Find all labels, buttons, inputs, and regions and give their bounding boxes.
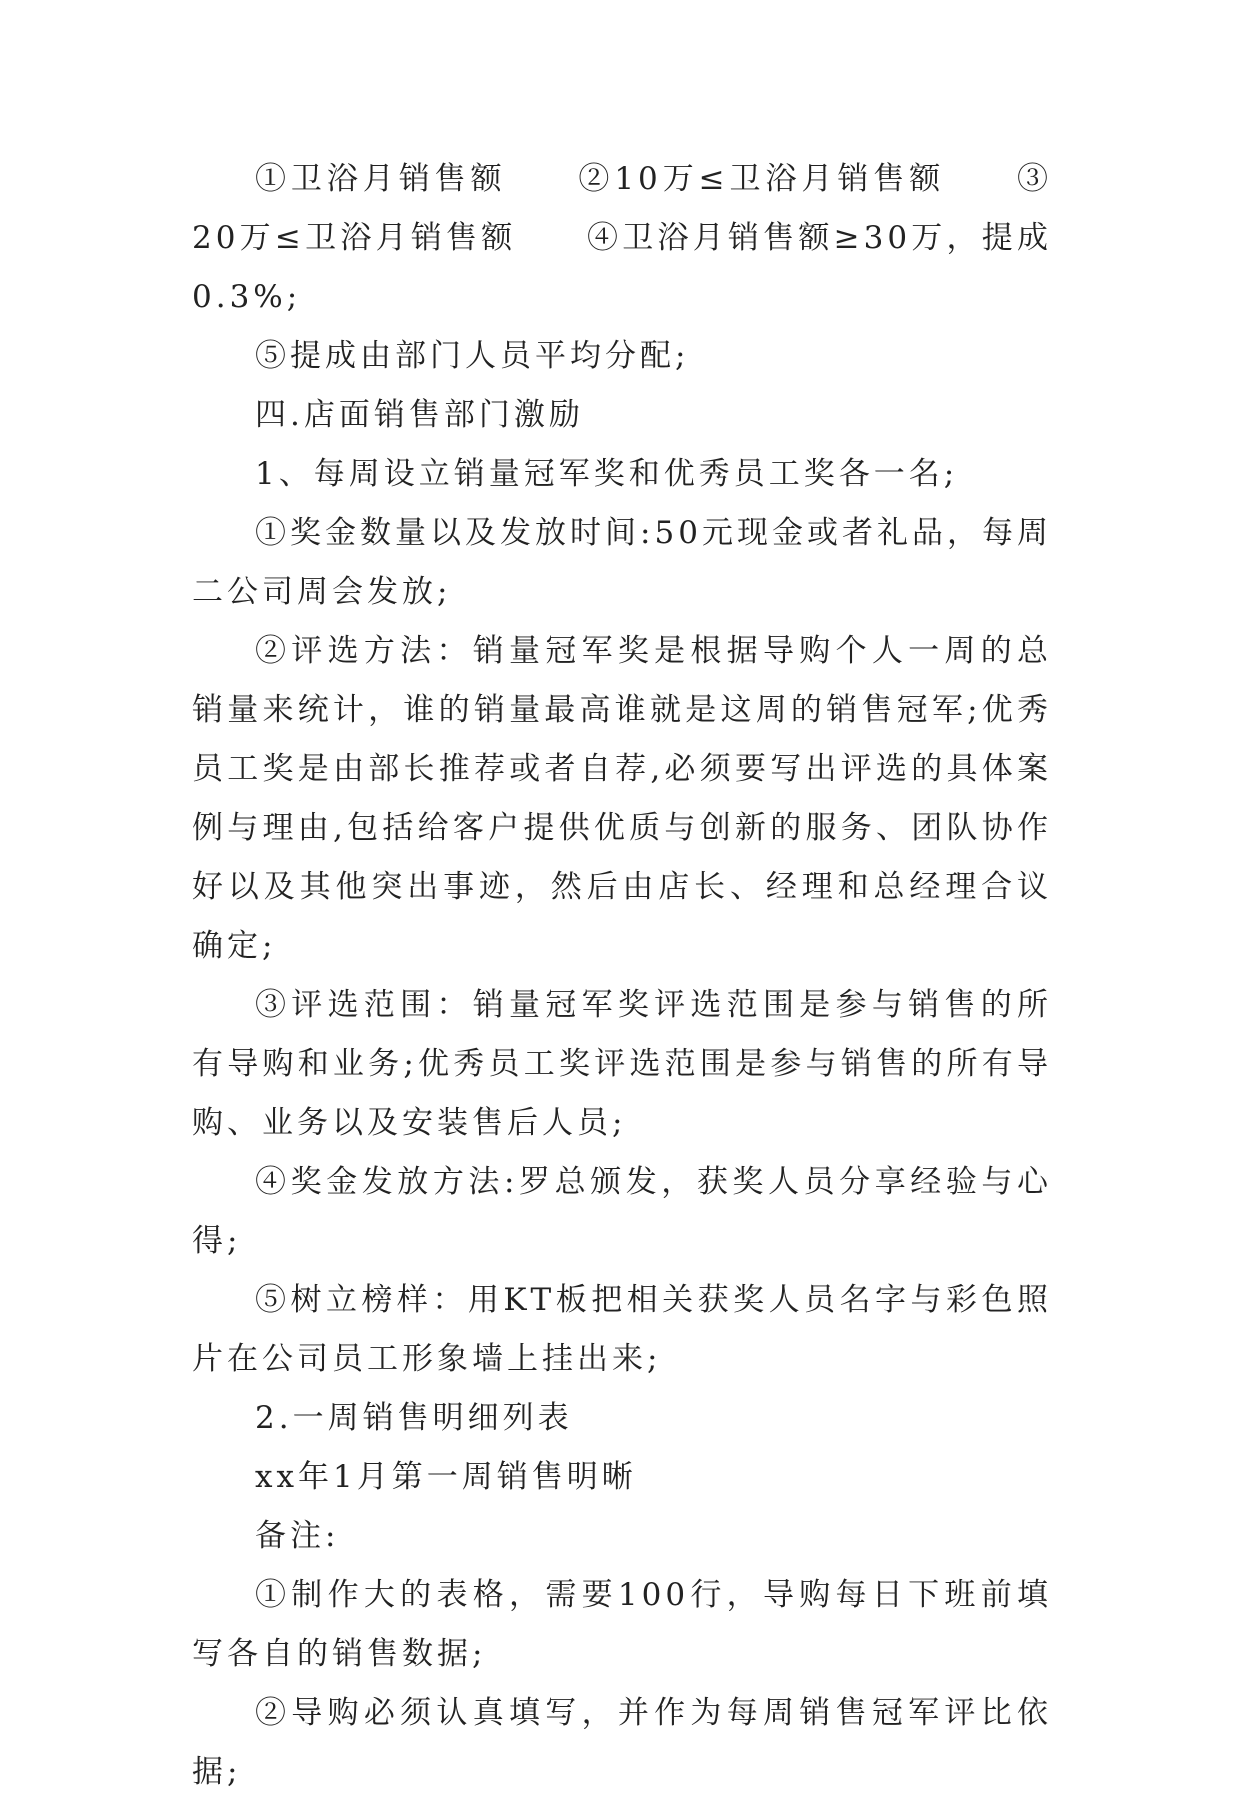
- paragraph-notes-label: 备注:: [255, 1518, 340, 1554]
- paragraph-bonus-amount: ①奖金数量以及发放时间:50元现金或者礼品，每周二公司周会发放;: [192, 515, 1052, 610]
- paragraph-bonus-distribution: ④奖金发放方法:罗总颁发，获奖人员分享经验与心得;: [192, 1164, 1052, 1259]
- paragraph-commission-distribution: ⑤提成由部门人员平均分配;: [255, 338, 690, 374]
- paragraph-sales-detail-title: xx年1月第一周销售明晰: [255, 1459, 637, 1495]
- paragraph-note-filling: ②导购必须认真填写，并作为每周销售冠军评比依据;: [192, 1695, 1052, 1790]
- paragraph-role-models: ⑤树立榜样：用KT板把相关获奖人员名字与彩色照片在公司员工形象墙上挂出来;: [192, 1282, 1052, 1377]
- paragraph-note-table: ①制作大的表格，需要100行，导购每日下班前填写各自的销售数据;: [192, 1577, 1052, 1672]
- paragraph-weekly-awards: 1、每周设立销量冠军奖和优秀员工奖各一名;: [255, 456, 959, 492]
- section-heading-store-incentives: 四.店面销售部门激励: [255, 397, 584, 433]
- section-heading-weekly-sales-list: 2.一周销售明细列表: [255, 1400, 573, 1436]
- paragraph-selection-scope: ③评选范围：销量冠军奖评选范围是参与销售的所有导购和业务;优秀员工奖评选范围是参与销售的所有导购、业务以及安装售后人员;: [192, 987, 1052, 1141]
- paragraph-commission-tiers: ①卫浴月销售额 ②10万≤卫浴月销售额 ③20万≤卫浴月销售额 ④卫浴月销售额≥30万，提成0.3%;: [192, 161, 1052, 315]
- document-body: [192, 150, 1052, 1802]
- paragraph-selection-method: ②评选方法：销量冠军奖是根据导购个人一周的总销量来统计，谁的销量最高谁就是这周的销售冠军;优秀员工奖是由部长推荐或者自荐,必须要写出评选的具体案例与理由,包括给客户提供优质与创新的服务、团队协作好以及其他突出事迹，然后由店长、经理和总经理合议确定;: [192, 633, 1052, 964]
